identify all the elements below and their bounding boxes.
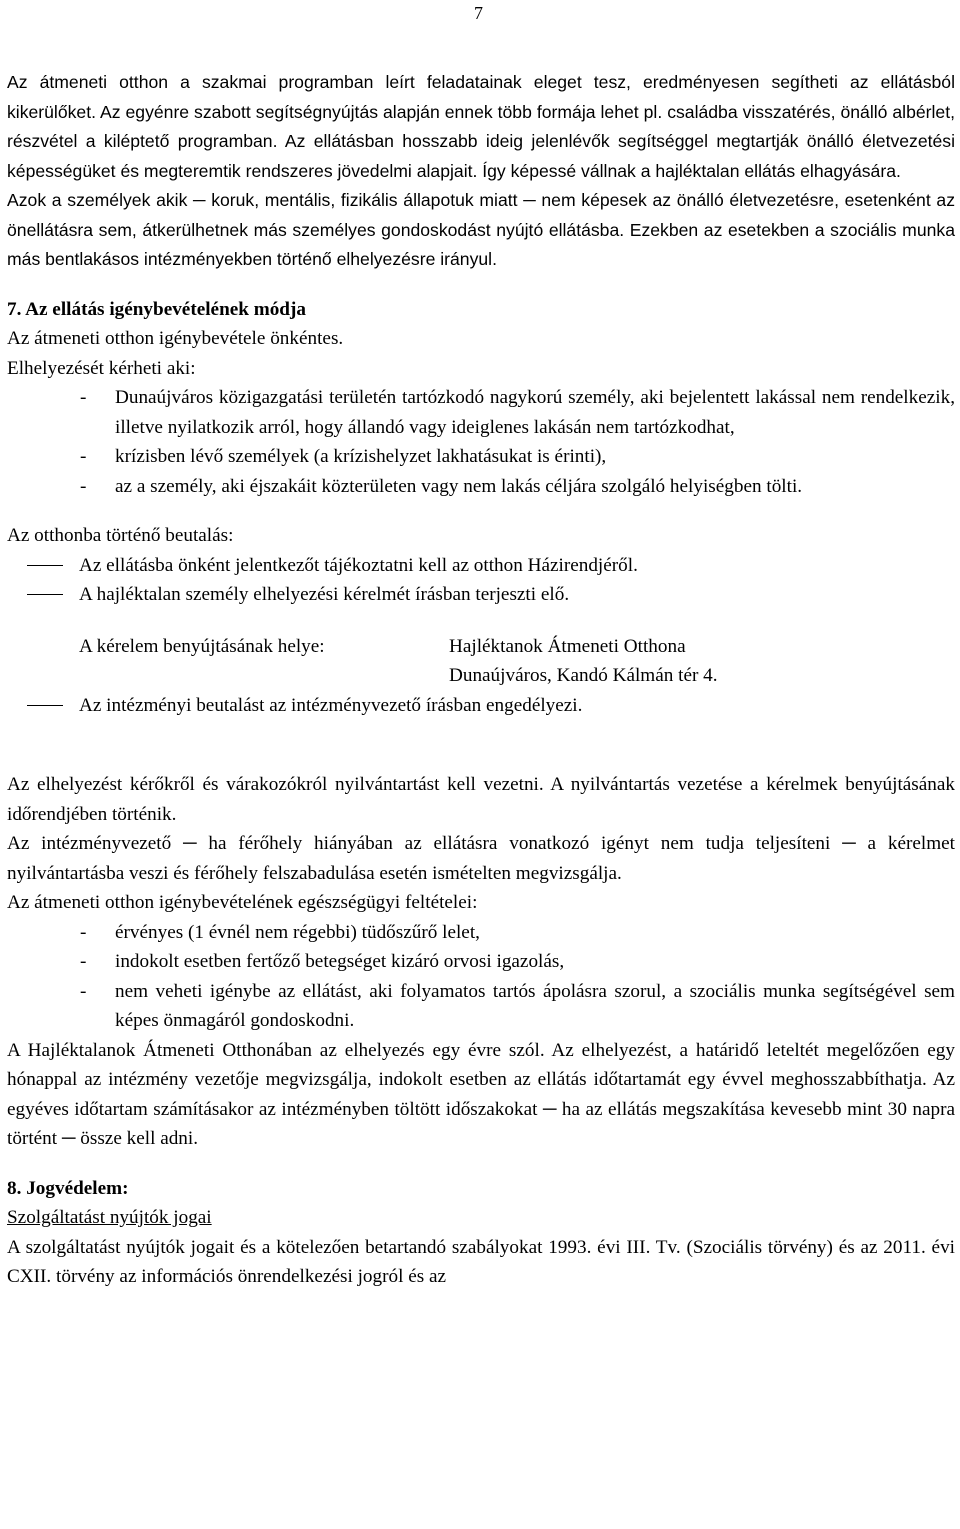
dash-mark [27,594,63,595]
list-item-text: A hajléktalan személy elhelyezési kérelmét írásban terjeszti elő. [79,584,570,605]
dash-mark [27,565,63,566]
voluntary-statement: Az átmeneti otthon igénybevétele önkéntes. [7,328,344,349]
list-item: - érvényes (1 évnél nem régebbi) tüdőszűrő lelet, [7,918,955,948]
no-space-paragraph: Az intézményvezető ─ ha férőhely hiányában az ellátásra vonatkozó igényt nem tudja teljesíteni ─ a kérelmet nyilvántartásba veszi és férőhely felszabadulása esetén ismételten megvizsgálja. [7,833,955,884]
submission-institution: Hajléktanok Átmeneti Otthona [449,635,686,657]
dash-mark [27,705,63,706]
section-7-heading: 7. Az ellátás igénybevételének módja [7,298,306,320]
list-item: - az a személy, aki éjszakáit közterületen vagy nem lakás céljára szolgáló helyiségben tölti. [7,472,955,502]
submission-street: Dunaújváros, Kandó Kálmán tér 4. [449,665,718,686]
section-8-subheading: Szolgáltatást nyújtók jogai [7,1207,212,1228]
referral-steps-list [7,551,955,610]
list-item [7,691,955,721]
referral-title: Az otthonba történő beutalás: [7,525,234,546]
who-can-request-label: Elhelyezését kérheti aki: [7,357,196,379]
submission-address [449,632,718,691]
eligibility-list [7,383,955,501]
list-item [7,580,955,610]
referral-approval-list [7,691,955,721]
duration-paragraph: A Hajléktalanok Átmeneti Otthonában az elhelyezés egy évre szól. Az elhelyezést, a határidő leteltét megelőzően egy hónappal az intézmény vezetője megvizsgálja, indokolt esetben az ellátás időtartamát egy évvel meghosszabbíthatja. Az egyéves időtartam számításakor az intézményben töltött időszakokat ─ ha az ellátás megszakítása kevesebb mint 30 napra történt ─ össze kell adni. [7,1039,955,1149]
submission-label: A kérelem benyújtásának helye: [79,635,325,657]
list-item-text: Az intézményi beutalást az intézményvezető írásban engedélyezi. [79,694,583,716]
health-conditions-list [7,918,955,1036]
section-8-paragraph: A szolgáltatást nyújtók jogait és a kötelezően betartandó szabályokat 1993. évi III. Tv. (Szociális törvény) és az 2011. évi CXII. törvény az információs önrendelkezési jogról és az [7,1236,955,1287]
health-conditions-title: Az átmeneti otthon igénybevételének egészségügyi feltételei: [7,892,478,913]
list-item: - nem veheti igénybe az ellátást, aki folyamatos tartós ápolásra szorul, a szociális munka segítségével sem képes önmagáról gondoskodni. [7,977,955,1036]
register-paragraph: Az elhelyezést kérőkről és várakozókról nyilvántartást kell vezetni. A nyilvántartás vezetése a kérelmek benyújtásának időrendjében történik. [7,774,955,825]
paragraph-outcomes: Az átmeneti otthon a szakmai programban leírt feladatainak eleget tesz, eredményesen segítheti az ellátásból kikerülőket. Az egyénre szabott segítségnyújtás alapján ennek több formája lehet pl. családba visszatérés, önálló albérlet, részvétel a kiléptető programban. Az ellátásban hosszabb ideig jelenlévők segítséggel megtartják önálló életvezetési képességüket és megteremtik rendszeres jövedelmi alapjait. Így képessé vállnak a hajléktalan ellátás elhagyására. [7,72,955,181]
section-8-heading: 8. Jogvédelem: [7,1177,129,1199]
list-item [7,551,955,581]
list-item: - indokolt esetben fertőző betegséget kizáró orvosi igazolás, [7,947,955,977]
list-item: - krízisben lévő személyek (a krízishelyzet lakhatásukat is érinti), [7,442,955,472]
list-item: - Dunaújváros közigazgatási területén tartózkodó nagykorú személy, aki bejelentett lakással nem rendelkezik, illetve nyilatkozik arról, hogy állandó vagy ideiglenes lakásán nem tartózkodhat, [7,383,955,442]
paragraph-transfer: Azok a személyek akik ─ koruk, mentális, fizikális állapotuk miatt ─ nem képesek az önálló életvezetésre, esetenként az önellátásra sem, átkerülhetnek más személyes gondoskodást nyújtó ellátásba. Ezekben az esetekben a szociális munka más bentlakásos intézményekben történő elhelyezésre irányul. [7,190,955,269]
list-item-text: Az ellátásba önként jelentkezőt tájékoztatni kell az otthon Házirendjéről. [79,554,638,576]
submission-place-row [7,632,955,691]
page-number: 7 [474,3,483,23]
document-body [7,68,955,1292]
